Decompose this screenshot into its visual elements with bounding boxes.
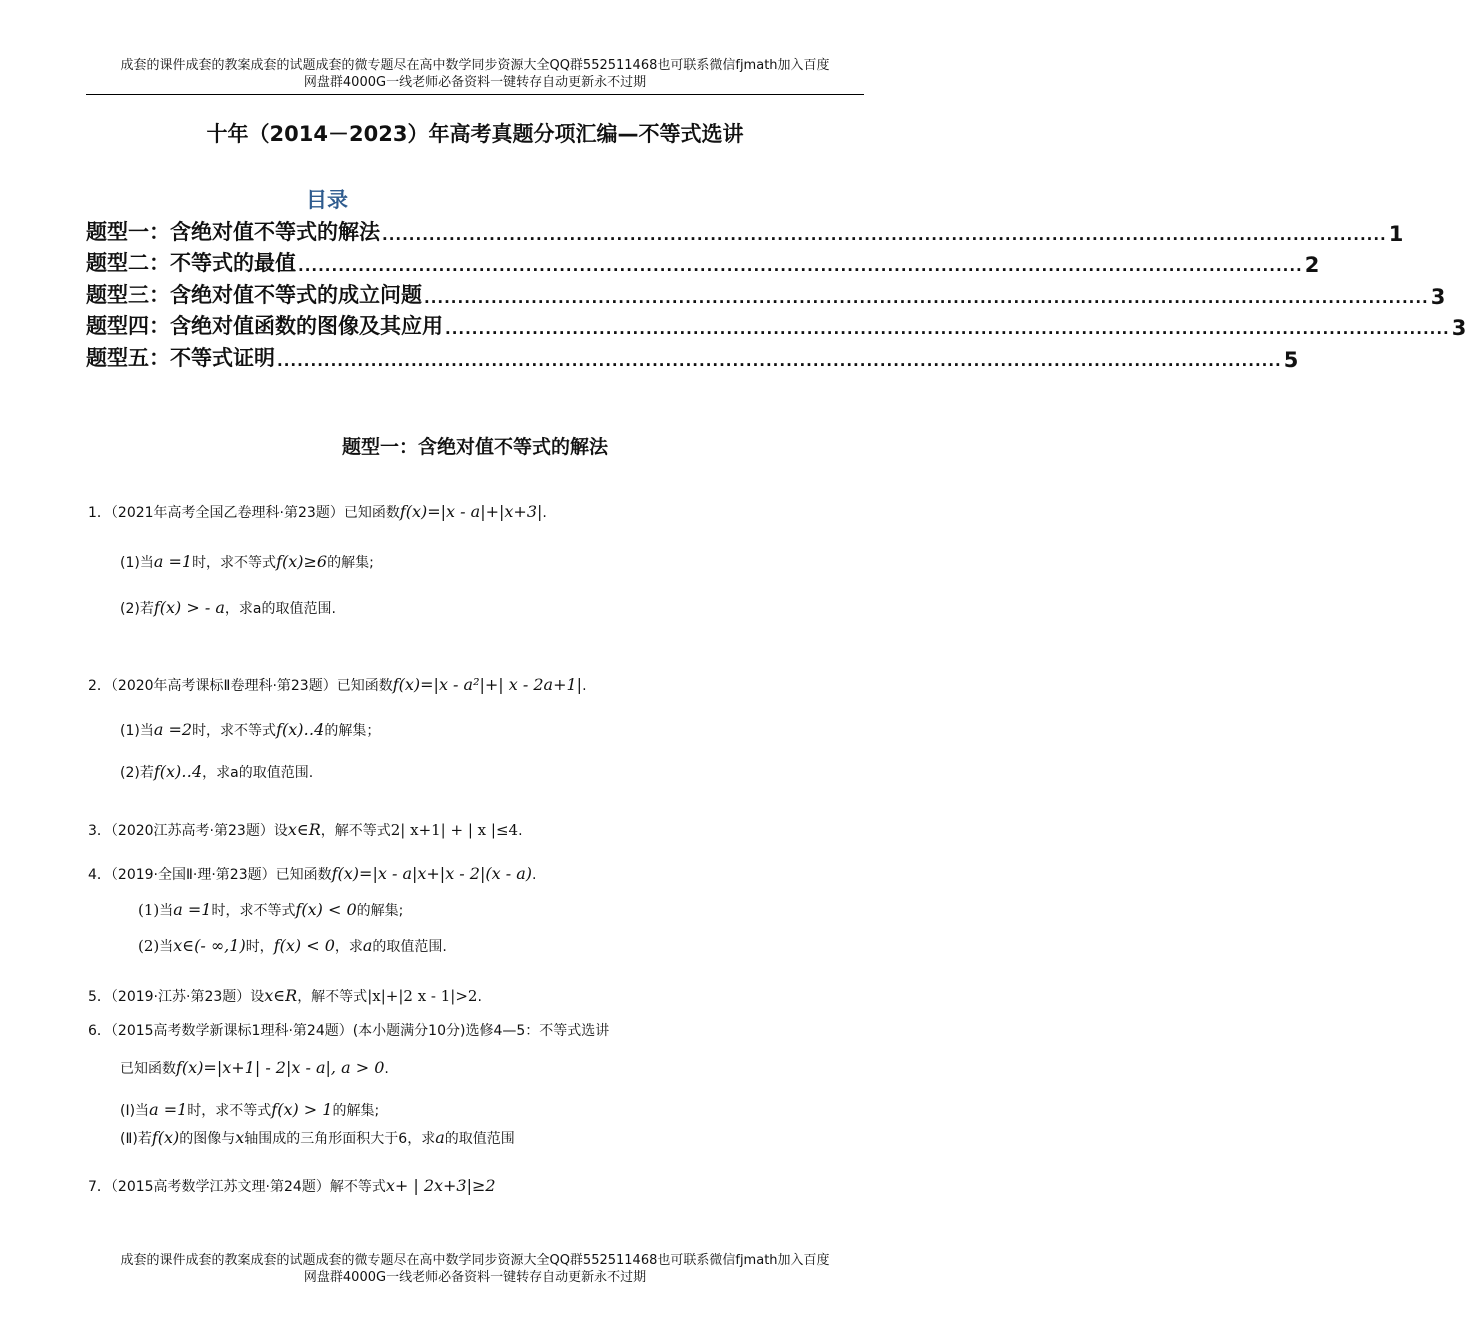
text: 当: [159, 903, 174, 919]
problem-4: [88, 864, 536, 884]
text: 的解集；: [324, 723, 381, 739]
toc-item-page: 1: [1388, 221, 1404, 246]
punct: .: [477, 989, 482, 1005]
problem-source: （2019·全国Ⅱ·理·第23题）已知函数: [110, 867, 332, 883]
toc-leader: ......................................................................................................................................................: [277, 351, 1282, 370]
toc-item-label[interactable]: 题型五：不等式证明: [86, 345, 275, 370]
text: 的取值范围.: [372, 939, 447, 955]
formula: f(x)≥6: [276, 552, 328, 571]
text: ，求: [334, 939, 363, 955]
formula: x+ | 2x+3|≥2: [385, 1176, 496, 1195]
formula: x∈(- ∞,1): [173, 936, 246, 955]
problem-number: 4．: [88, 867, 111, 883]
part-label: (1)当: [120, 555, 154, 571]
problem-number: 7．: [88, 1179, 111, 1195]
problem-number: 6．: [88, 1023, 111, 1039]
document-title: 十年（2014－2023）年高考真题分项汇编—不等式选讲: [206, 122, 744, 146]
toc-item[interactable]: [86, 246, 1320, 278]
formula: f(x) < 0: [295, 900, 357, 919]
problem-6-part-1: [120, 1100, 379, 1120]
formula: f(x)=|x - a²|+| x - 2a+1|: [392, 675, 583, 694]
formula: f(x) < 0: [273, 936, 335, 955]
text: 的取值范围: [444, 1131, 515, 1147]
table-of-contents: [86, 214, 1466, 372]
header-line-1: 成套的课件成套的教案成套的试题成套的微专题尽在高中数学同步资源大全QQ群552511468也可联系微信fjmath加入百度: [120, 58, 830, 73]
problem-2: [88, 675, 587, 695]
formula: a: [435, 1128, 445, 1147]
text: 的解集;: [356, 903, 404, 919]
text: ，解不等式: [297, 989, 368, 1005]
problem-6-given: [120, 1058, 389, 1078]
problem-source: （2020江苏高考·第23题）设: [110, 823, 288, 839]
text: 的解集;: [327, 555, 374, 571]
formula: f(x)‥4: [276, 720, 325, 739]
formula: f(x) > - a: [153, 598, 225, 617]
part-label: (1)当: [120, 723, 154, 739]
punct: .: [582, 678, 587, 694]
part-label: (2)若: [120, 765, 154, 781]
text: 的图像与: [179, 1131, 236, 1147]
toc-leader: ......................................................................................................................................................: [424, 288, 1429, 307]
toc-item-page: 5: [1283, 347, 1299, 372]
punct: .: [531, 867, 537, 883]
toc-item[interactable]: [86, 309, 1466, 341]
formula: a =1: [149, 1100, 188, 1119]
text: 轴围成的三角形面积大于6，求: [244, 1131, 436, 1147]
text: 时，求不等式: [192, 723, 277, 739]
formula: a =1: [153, 552, 193, 571]
punct: .: [542, 505, 547, 521]
problem-source: （2015高考数学新课标1理科·第24题）(本小题满分10分)选修4—5：不等式选讲: [110, 1023, 610, 1039]
problem-1-part-1: [120, 552, 374, 572]
punct: .: [384, 1061, 389, 1077]
toc-item-page: 3: [1430, 284, 1446, 309]
formula: f(x)=|x - a|+|x+3|: [399, 502, 543, 521]
page-footer: [86, 1252, 864, 1286]
toc-item[interactable]: [86, 340, 1299, 372]
text: 时，: [245, 939, 274, 955]
problem-3: [88, 820, 523, 840]
part-label: (Ⅱ)若: [120, 1131, 152, 1147]
text: 当: [159, 939, 174, 955]
problem-source: （2020年高考课标Ⅱ卷理科·第23题）已知函数: [110, 678, 393, 694]
toc-heading: 目录: [306, 188, 348, 212]
text: ，解不等式: [320, 823, 391, 839]
problem-1: [88, 502, 547, 522]
problem-2-part-2: [120, 762, 313, 782]
toc-item-label[interactable]: 题型一：含绝对值不等式的解法: [86, 219, 380, 244]
problem-2-part-1: [120, 720, 380, 740]
header-line-2: 网盘群4000G一线老师必备资料一键转存自动更新永不过期: [303, 75, 647, 90]
part-label: (2): [138, 937, 160, 955]
formula: f(x)=|x+1| - 2|x - a|, a > 0: [176, 1058, 385, 1077]
formula: a: [362, 936, 373, 955]
footer-line-2: 网盘群4000G一线老师必备资料一键转存自动更新永不过期: [303, 1270, 647, 1285]
toc-item-page: 2: [1304, 253, 1320, 277]
formula: 2| x+1| + | x |≤4: [390, 821, 519, 839]
toc-leader: ......................................................................................................................................................: [445, 320, 1450, 338]
toc-item-label[interactable]: 题型二：不等式的最值: [86, 251, 296, 275]
text: 的解集;: [332, 1103, 380, 1119]
formula: a =2: [153, 720, 193, 739]
formula: a =1: [173, 900, 212, 919]
problem-number: 3．: [88, 823, 111, 839]
footer-line-1: 成套的课件成套的教案成套的试题成套的微专题尽在高中数学同步资源大全QQ群552511468也可联系微信fjmath加入百度: [120, 1253, 830, 1268]
problem-1-part-2: [120, 598, 336, 618]
problem-4-part-1: [138, 900, 403, 920]
problem-source: （2015高考数学江苏文理·第24题）解不等式: [110, 1179, 386, 1195]
formula: |x|+|2 x - 1|>2: [367, 987, 478, 1005]
toc-leader: ......................................................................................................................................................: [298, 257, 1303, 275]
text: 时，求不等式: [192, 555, 277, 571]
problem-4-part-2: [138, 936, 447, 956]
text: 时，求不等式: [211, 903, 296, 919]
header-divider: [86, 94, 864, 95]
part-label: (2)若: [120, 601, 154, 617]
part-label: (1): [138, 901, 160, 919]
toc-item-page: 3: [1451, 316, 1466, 340]
problem-6-part-2: [120, 1128, 515, 1148]
toc-item[interactable]: [86, 214, 1404, 246]
part-label: (Ⅰ)当: [120, 1103, 150, 1119]
toc-item-label[interactable]: 题型三：含绝对值不等式的成立问题: [86, 282, 422, 307]
formula: f(x)‥4: [153, 762, 203, 781]
problem-source: （2019·江苏·第23题）设: [110, 989, 265, 1005]
toc-item[interactable]: [86, 277, 1446, 309]
problem-number: 1．: [88, 505, 111, 521]
problem-source: （2021年高考全国乙卷理科·第23题）已知函数: [110, 505, 400, 521]
text: ，求a的取值范围.: [224, 601, 336, 617]
formula: x: [235, 1128, 245, 1147]
section-heading: 题型一：含绝对值不等式的解法: [341, 436, 608, 458]
problem-5: [88, 986, 482, 1006]
toc-item-label[interactable]: 题型四：含绝对值函数的图像及其应用: [86, 314, 443, 338]
punct: .: [518, 823, 523, 839]
formula: x∈R: [287, 820, 321, 839]
problem-number: 2．: [88, 678, 111, 694]
formula: f(x): [151, 1128, 180, 1147]
problem-7: [88, 1176, 496, 1196]
problem-number: 5．: [88, 989, 111, 1005]
text: 已知函数: [120, 1061, 176, 1077]
text: ，求a的取值范围.: [202, 765, 314, 781]
toc-leader: ......................................................................................................................................................: [382, 225, 1387, 244]
problem-6: [88, 1020, 609, 1040]
page-header: [86, 57, 864, 91]
text: 时，求不等式: [187, 1103, 272, 1119]
formula: f(x) > 1: [271, 1100, 333, 1119]
formula: f(x)=|x - a|x+|x - 2|(x - a): [331, 864, 532, 883]
formula: x∈R: [264, 986, 298, 1005]
